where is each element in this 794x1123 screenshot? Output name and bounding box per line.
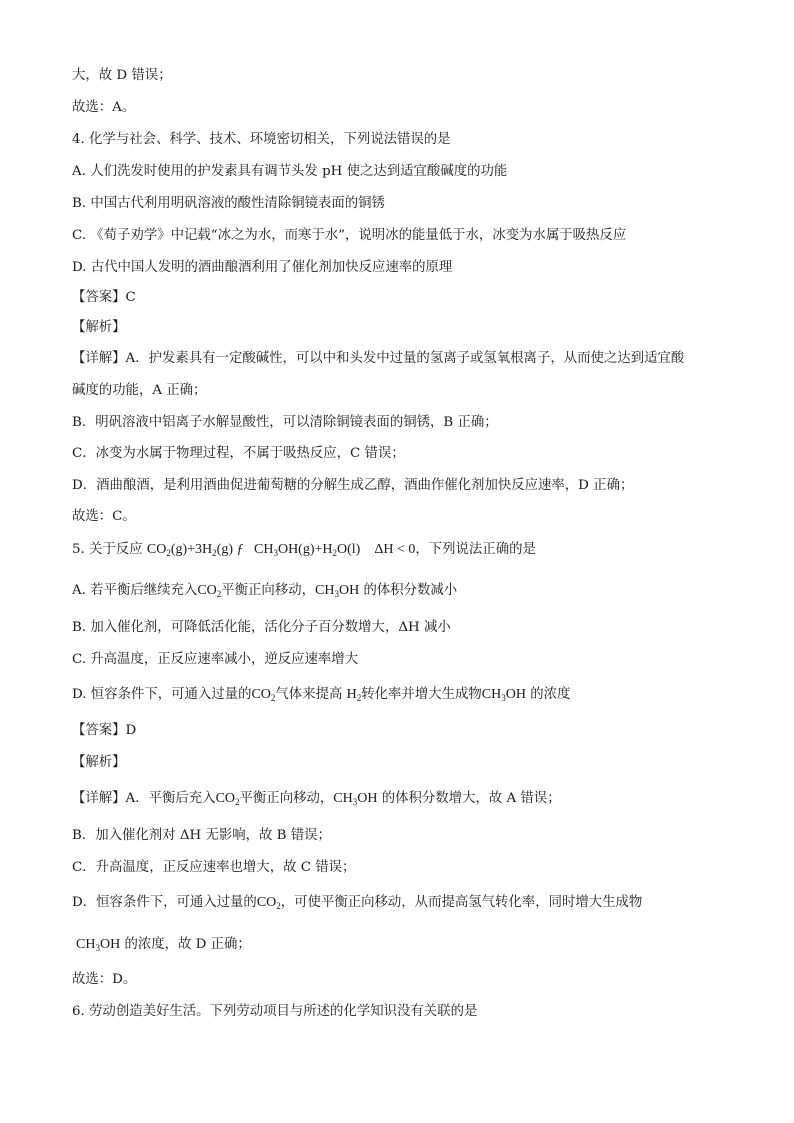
text-line: 故选：A。 — [72, 100, 136, 115]
explanation-line: D．酒曲酿酒，是利用酒曲促进葡萄糖的分解生成乙醇，酒曲作催化剂加快反应速率，D 正确； — [72, 478, 634, 493]
option-b: B. 中国古代利用明矾溶液的酸性清除铜镜表面的铜锈 — [72, 196, 385, 211]
stem-text: 5. 关于反应 — [72, 542, 143, 557]
answer-label: 【答案】C — [72, 290, 136, 305]
option-c: C. 《荀子劝学》中记载“冰之为水，而寒于水”，说明冰的能量低于水，冰变为水属于吸热反应 — [72, 228, 627, 243]
reaction-equation: $CO_2(g)+3H_2(g)$ ƒ $CH_3OH(g)+H_2O(l)$ ΔH < 0 — [146, 542, 416, 558]
question-4-stem: 4. 化学与社会、科学、技术、环境密切相关，下列说法错误的是 — [72, 132, 451, 147]
explanation-line: $CH_3OH$ 的浓度，故 D 正确； — [76, 937, 251, 953]
analysis-label: 【解析】 — [72, 755, 126, 770]
equilibrium-arrow-glyph: ƒ — [236, 542, 244, 557]
answer-label: 【答案】D — [72, 723, 137, 738]
option-a: A. 若平衡后继续充入$CO_2$平衡正向移动，$CH_3OH$ 的体积分数减小 — [72, 583, 458, 599]
explanation-line: B．加入催化剂对 ΔH 无影响，故 B 错误； — [72, 828, 331, 843]
option-a: A. 人们洗发时使用的护发素具有调节头发 pH 使之达到适宜酸碱度的功能 — [72, 164, 508, 179]
explanation-line: C．升高温度，正反应速率也增大，故 C 错误； — [72, 860, 356, 875]
option-c: C. 升高温度，正反应速率减小，逆反应速率增大 — [72, 652, 359, 667]
option-d: D. 古代中国人发明的酒曲酿酒利用了催化剂加快反应速率的原理 — [72, 260, 453, 275]
option-d: D. 恒容条件下，可通入过量的$CO_2$气体来提高 $H_2$转化率并增大生成物$CH_3OH$ 的浓度 — [72, 687, 571, 703]
explanation-line: C．冰变为水属于物理过程，不属于吸热反应，C 错误； — [72, 446, 405, 461]
explanation-line: D．恒容条件下，可通入过量的$CO_2$，可使平衡正向移动，从而提高氢气转化率，同时增大生成物 — [72, 895, 643, 911]
option-b: B. 加入催化剂，可降低活化能，活化分子百分数增大，ΔH 减小 — [72, 620, 451, 635]
analysis-label: 【解析】 — [72, 320, 126, 335]
conclusion-line: 故选：D。 — [72, 972, 137, 987]
explanation-line: 【详解】A．护发素具有一定酸碱性，可以中和头发中过量的氢离子或氢氧根离子，从而使之达到适宜酸 — [72, 351, 685, 366]
question-6-stem: 6. 劳动创造美好生活。下列劳动项目与所述的化学知识没有关联的是 — [72, 1004, 478, 1019]
enthalpy-condition: ΔH < 0 — [374, 542, 416, 557]
conclusion-line: 故选：C。 — [72, 509, 136, 524]
explanation-line: 【详解】A．平衡后充入$CO_2$平衡正向移动，$CH_3OH$ 的体积分数增大，故 A 错误； — [72, 791, 561, 807]
text-line: 大，故 D 错误； — [72, 68, 172, 83]
explanation-line: B．明矾溶液中铝离子水解显酸性，可以清除铜镜表面的铜锈，B 正确； — [72, 415, 498, 430]
explanation-line: 碱度的功能，A 正确； — [72, 383, 207, 398]
question-5-stem: 5. 关于反应 $CO_2(g)+3H_2(g)$ ƒ $CH_3OH(g)+H_2O(l)$ ΔH < 0，下列说法正确的是 — [72, 542, 536, 558]
